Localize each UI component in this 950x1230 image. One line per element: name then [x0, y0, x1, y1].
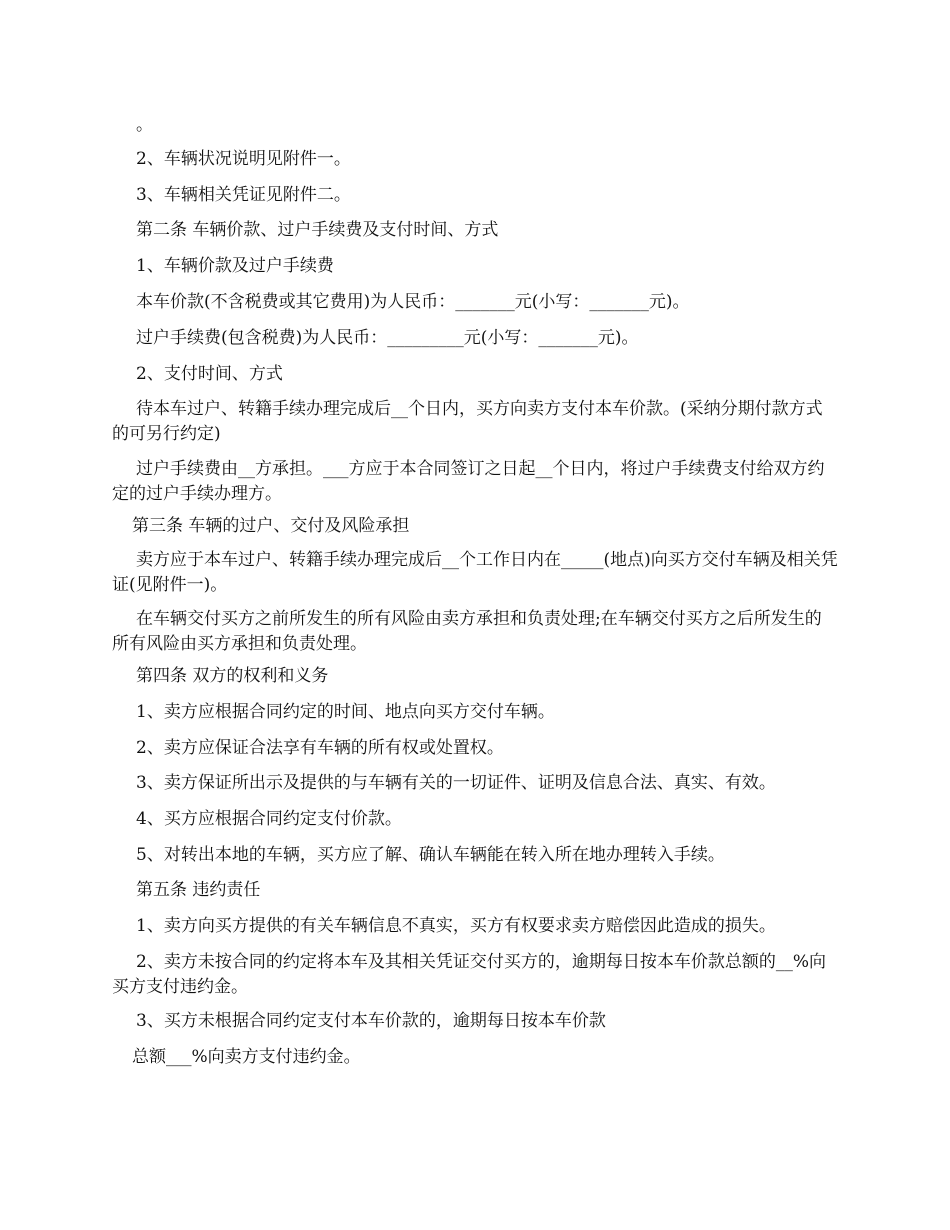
- clause-item: 2、车辆状况说明见附件一。: [136, 149, 351, 169]
- clause-paragraph: 在车辆交付买方之前所发生的所有风险由卖方承担和负责处理;在车辆交付买方之后所发生的所有风险由买方承担和负责处理。: [112, 609, 822, 654]
- clause-paragraph: 待本车过户、转籍手续办理完成后__个日内，买方向卖方支付本车价款。(采纳分期付款方式的可另行约定): [112, 399, 823, 444]
- clause-paragraph: 2、卖方未按合同的约定将本车及其相关凭证交付买方的，逾期每日按本车价款总额的__%向买方支付违约金。: [112, 952, 826, 997]
- clause-paragraph: 卖方应于本车过户、转籍手续办理完成后__个工作日内在_____(地点)向买方交付车辆及相关凭证(见附件一)。: [112, 550, 838, 595]
- clause-item: 2、卖方应保证合法享有车辆的所有权或处置权。: [136, 738, 504, 758]
- clause-item: 3、卖方保证所出示及提供的与车辆有关的一切证件、证明及信息合法、真实、有效。: [136, 773, 776, 793]
- clause-item: 过户手续费(包含税费)为人民币：_________元(小写：_______元)。: [136, 328, 639, 348]
- clause-item: 3、买方未根据合同约定支付本车价款的，逾期每日按本车价款: [136, 1011, 606, 1031]
- clause-item: 1、卖方向买方提供的有关车辆信息不真实，买方有权要求卖方赔偿因此造成的损失。: [136, 916, 776, 936]
- section-heading: 第四条 双方的权利和义务: [136, 666, 329, 686]
- clause-item: 本车价款(不含税费或其它费用)为人民币：_______元(小写：_______元)。: [136, 292, 690, 312]
- clause-item: 3、车辆相关凭证见附件二。: [136, 185, 351, 205]
- clause-paragraph: 过户手续费由__方承担。___方应于本合同签订之日起__个日内，将过户手续费支付给双方约定的过户手续办理方。: [112, 459, 825, 504]
- clause-item: 4、买方应根据合同约定支付价款。: [136, 809, 402, 829]
- clause-item: 5、对转出本地的车辆，买方应了解、确认车辆能在转入所在地办理转入手续。: [136, 845, 725, 865]
- section-heading: 第五条 违约责任: [136, 880, 261, 900]
- paragraph-fragment: 。: [136, 115, 153, 135]
- section-heading: 第三条 车辆的过户、交付及风险承担: [132, 516, 410, 536]
- clause-item: 2、支付时间、方式: [136, 364, 283, 384]
- clause-continuation: 总额___%向卖方支付违约金。: [132, 1047, 361, 1067]
- clause-item: 1、卖方应根据合同约定的时间、地点向买方交付车辆。: [136, 702, 555, 722]
- section-heading: 第二条 车辆价款、过户手续费及支付时间、方式: [136, 220, 499, 240]
- clause-item: 1、车辆价款及过户手续费: [136, 256, 334, 276]
